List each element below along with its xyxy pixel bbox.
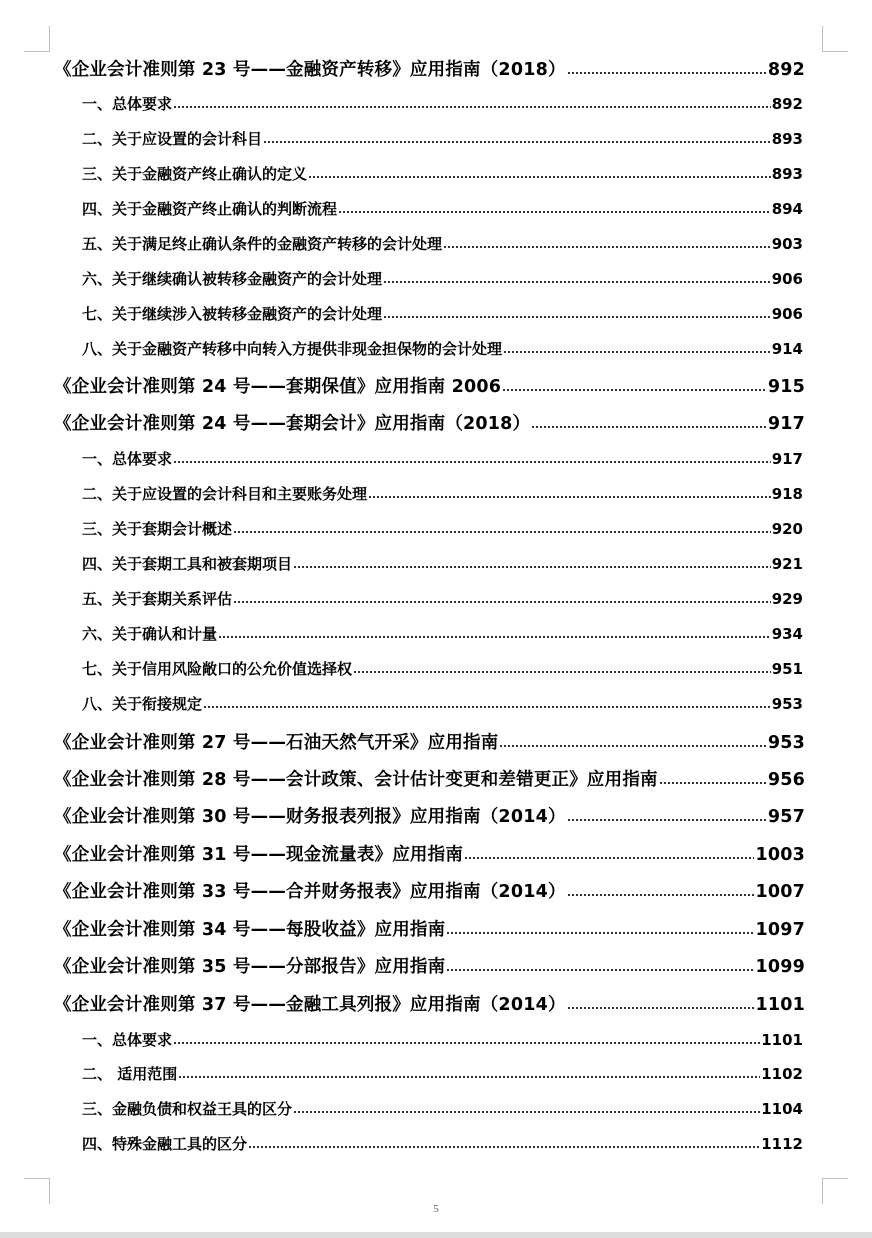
dot-leader bbox=[446, 932, 754, 934]
toc-chapter-entry[interactable] bbox=[54, 373, 805, 398]
toc-section-entry[interactable] bbox=[82, 1063, 803, 1084]
toc-entry-title: 五、关于套期关系评估 bbox=[82, 590, 233, 608]
dot-leader bbox=[338, 211, 771, 213]
toc-chapter-entry[interactable] bbox=[54, 878, 805, 903]
toc-entry-page-number: 920 bbox=[771, 520, 803, 538]
toc-entry-page-number: 1007 bbox=[755, 882, 805, 902]
toc-section-entry[interactable] bbox=[82, 553, 803, 574]
toc-section-entry[interactable] bbox=[82, 518, 803, 539]
dot-leader bbox=[567, 819, 767, 821]
toc-chapter-entry[interactable] bbox=[54, 916, 805, 941]
toc-entry-page-number: 892 bbox=[771, 95, 803, 113]
toc-entry-title: 《企业会计准则第 27 号——石油天然气开采》应用指南 bbox=[54, 733, 499, 753]
dot-leader bbox=[218, 636, 771, 638]
toc-entry-page-number: 956 bbox=[767, 770, 805, 790]
toc-chapter-entry[interactable] bbox=[54, 56, 805, 81]
toc-entry-page-number: 893 bbox=[771, 130, 803, 148]
dot-leader bbox=[248, 1146, 760, 1148]
toc-section-entry[interactable] bbox=[82, 1133, 803, 1154]
toc-section-entry[interactable] bbox=[82, 338, 803, 359]
dot-leader bbox=[293, 1111, 760, 1113]
toc-chapter-entry[interactable] bbox=[54, 729, 805, 754]
toc-entry-page-number: 934 bbox=[771, 625, 803, 643]
toc-entry-title: 五、关于满足终止确认条件的金融资产转移的会计处理 bbox=[82, 235, 443, 253]
toc-entry-title: 《企业会计准则第 34 号——每股收益》应用指南 bbox=[54, 920, 446, 940]
toc-entry-title: 七、关于信用风险敞口的公允价值选择权 bbox=[82, 660, 353, 678]
toc-section-entry[interactable] bbox=[82, 303, 803, 324]
toc-entry-title: 一、总体要求 bbox=[82, 450, 173, 468]
dot-leader bbox=[368, 496, 771, 498]
toc-entry-title: 六、关于确认和计量 bbox=[82, 625, 218, 643]
toc-entry-page-number: 1101 bbox=[761, 1031, 803, 1049]
dot-leader bbox=[173, 461, 771, 463]
toc-entry-page-number: 906 bbox=[771, 305, 803, 323]
corner-crop-mark-top-left bbox=[24, 26, 50, 52]
toc-entry-page-number: 918 bbox=[771, 485, 803, 503]
toc-entry-title: 四、关于套期工具和被套期项目 bbox=[82, 555, 293, 573]
dot-leader bbox=[233, 601, 771, 603]
dot-leader bbox=[464, 857, 754, 859]
toc-entry-page-number: 917 bbox=[771, 450, 803, 468]
corner-crop-mark-bottom-right bbox=[822, 1178, 848, 1204]
dot-leader bbox=[308, 176, 771, 178]
toc-entry-title: 《企业会计准则第 23 号——金融资产转移》应用指南（2018） bbox=[54, 60, 566, 80]
toc-section-entry[interactable] bbox=[82, 588, 803, 609]
toc-entry-title: 三、关于套期会计概述 bbox=[82, 520, 233, 538]
page-gap-strip bbox=[0, 1232, 872, 1238]
dot-leader bbox=[203, 706, 771, 708]
toc-chapter-entry[interactable] bbox=[54, 766, 805, 791]
dot-leader bbox=[446, 969, 754, 971]
dot-leader bbox=[443, 246, 771, 248]
toc-entry-page-number: 915 bbox=[767, 377, 805, 397]
toc-entry-page-number: 957 bbox=[767, 807, 805, 827]
toc-section-entry[interactable] bbox=[82, 198, 803, 219]
toc-section-entry[interactable] bbox=[82, 268, 803, 289]
toc-entry-page-number: 892 bbox=[767, 60, 805, 80]
toc-entry-title: 《企业会计准则第 35 号——分部报告》应用指南 bbox=[54, 957, 446, 977]
toc-section-entry[interactable] bbox=[82, 658, 803, 679]
dot-leader bbox=[531, 426, 767, 428]
toc-entry-title: 四、特殊金融工具的区分 bbox=[82, 1135, 248, 1153]
toc-section-entry[interactable] bbox=[82, 93, 803, 114]
toc-chapter-entry[interactable] bbox=[54, 991, 805, 1016]
corner-crop-mark-top-right bbox=[822, 26, 848, 52]
toc-entry-page-number: 917 bbox=[767, 414, 805, 434]
toc-entry-title: 《企业会计准则第 31 号——现金流量表》应用指南 bbox=[54, 845, 464, 865]
dot-leader bbox=[567, 72, 767, 74]
toc-entry-title: 八、关于衔接规定 bbox=[82, 695, 203, 713]
corner-crop-mark-bottom-left bbox=[24, 1178, 50, 1204]
toc-section-entry[interactable] bbox=[82, 163, 803, 184]
toc-entry-page-number: 1112 bbox=[761, 1135, 803, 1153]
toc-entry-page-number: 1101 bbox=[755, 995, 805, 1015]
toc-entry-title: 《企业会计准则第 37 号——金融工具列报》应用指南（2014） bbox=[54, 995, 566, 1015]
toc-chapter-entry[interactable] bbox=[54, 410, 805, 435]
toc-entry-page-number: 953 bbox=[767, 733, 805, 753]
toc-section-entry[interactable] bbox=[82, 1029, 803, 1050]
toc-entry-page-number: 951 bbox=[771, 660, 803, 678]
toc-entry-title: 七、关于继续涉入被转移金融资产的会计处理 bbox=[82, 305, 383, 323]
toc-section-entry[interactable] bbox=[82, 448, 803, 469]
toc-entry-title: 一、总体要求 bbox=[82, 95, 173, 113]
toc-entry-page-number: 929 bbox=[771, 590, 803, 608]
toc-entry-page-number: 903 bbox=[771, 235, 803, 253]
dot-leader bbox=[263, 141, 771, 143]
dot-leader bbox=[567, 1007, 755, 1009]
toc-entry-title: 《企业会计准则第 30 号——财务报表列报》应用指南（2014） bbox=[54, 807, 566, 827]
toc-entry-page-number: 893 bbox=[771, 165, 803, 183]
dot-leader bbox=[659, 782, 767, 784]
toc-entry-title: 《企业会计准则第 24 号——套期保值》应用指南 2006 bbox=[54, 377, 502, 397]
toc-entry-title: 二、 适用范围 bbox=[82, 1065, 178, 1083]
toc-entry-title: 《企业会计准则第 33 号——合并财务报表》应用指南（2014） bbox=[54, 882, 566, 902]
toc-section-entry[interactable] bbox=[82, 483, 803, 504]
toc-entry-title: 一、总体要求 bbox=[82, 1031, 173, 1049]
dot-leader bbox=[502, 389, 767, 391]
toc-entry-page-number: 1003 bbox=[755, 845, 805, 865]
toc-entry-title: 八、关于金融资产转移中向转入方提供非现金担保物的会计处理 bbox=[82, 340, 503, 358]
toc-entry-title: 四、关于金融资产终止确认的判断流程 bbox=[82, 200, 338, 218]
dot-leader bbox=[383, 316, 771, 318]
toc-chapter-entry[interactable] bbox=[54, 841, 805, 866]
toc-entry-title: 《企业会计准则第 28 号——会计政策、会计估计变更和差错更正》应用指南 bbox=[54, 770, 658, 790]
toc-entry-page-number: 953 bbox=[771, 695, 803, 713]
toc-entry-title: 二、关于应设置的会计科目和主要账务处理 bbox=[82, 485, 368, 503]
toc-section-entry[interactable] bbox=[82, 693, 803, 714]
toc-entry-page-number: 906 bbox=[771, 270, 803, 288]
toc-section-entry[interactable] bbox=[82, 128, 803, 149]
page-number: 5 bbox=[433, 1203, 439, 1215]
dot-leader bbox=[178, 1076, 760, 1078]
dot-leader bbox=[353, 671, 771, 673]
toc-entry-title: 六、关于继续确认被转移金融资产的会计处理 bbox=[82, 270, 383, 288]
toc-entry-page-number: 914 bbox=[771, 340, 803, 358]
toc-entry-page-number: 1102 bbox=[761, 1065, 803, 1083]
toc-entry-page-number: 1104 bbox=[761, 1100, 803, 1118]
toc-chapter-entry[interactable] bbox=[54, 803, 805, 828]
dot-leader bbox=[173, 106, 771, 108]
toc-entry-page-number: 894 bbox=[771, 200, 803, 218]
toc-entry-page-number: 921 bbox=[771, 555, 803, 573]
toc-section-entry[interactable] bbox=[82, 623, 803, 644]
toc-entry-title: 二、关于应设置的会计科目 bbox=[82, 130, 263, 148]
toc-entry-page-number: 1097 bbox=[755, 920, 805, 940]
toc-entry-page-number: 1099 bbox=[755, 957, 805, 977]
dot-leader bbox=[499, 745, 766, 747]
dot-leader bbox=[173, 1042, 760, 1044]
dot-leader bbox=[567, 894, 755, 896]
dot-leader bbox=[233, 531, 771, 533]
dot-leader bbox=[503, 351, 771, 353]
dot-leader bbox=[383, 281, 771, 283]
toc-entry-title: 三、金融负债和权益王具的区分 bbox=[82, 1100, 293, 1118]
dot-leader bbox=[293, 566, 771, 568]
toc-section-entry[interactable] bbox=[82, 1098, 803, 1119]
toc-section-entry[interactable] bbox=[82, 233, 803, 254]
toc-entry-title: 三、关于金融资产终止确认的定义 bbox=[82, 165, 308, 183]
toc-chapter-entry[interactable] bbox=[54, 953, 805, 978]
toc-entry-title: 《企业会计准则第 24 号——套期会计》应用指南（2018） bbox=[54, 414, 531, 434]
